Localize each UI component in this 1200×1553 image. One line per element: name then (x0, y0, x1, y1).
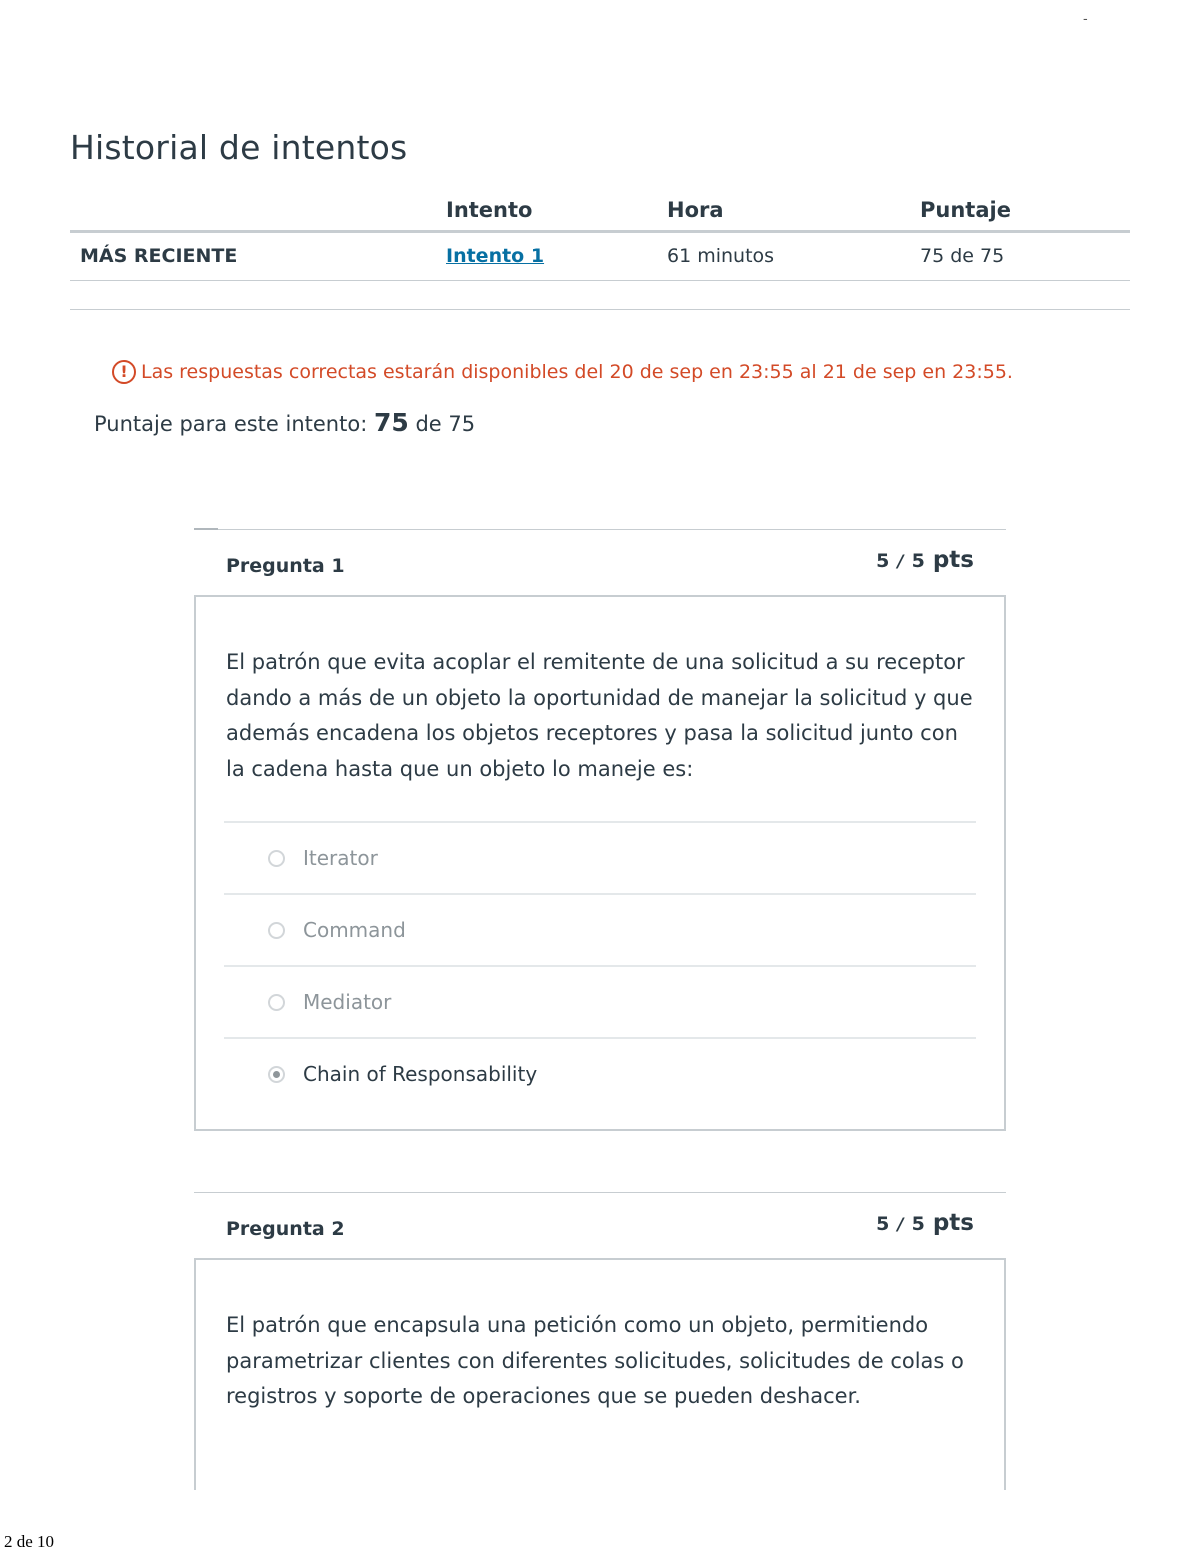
notice-text: Las respuestas correctas estarán disponibles del 20 de sep en 23:55 al 21 de sep en 23:55. (141, 361, 1013, 383)
answer-list (224, 821, 976, 1109)
attempt-history-table (70, 192, 1130, 281)
answers-availability-notice (112, 360, 1013, 384)
points-slash: / (897, 1215, 904, 1235)
question-points (876, 547, 974, 573)
section-divider (70, 309, 1130, 310)
table-header-row (70, 192, 1130, 233)
question-body (194, 595, 1006, 1131)
row-score: 75 de 75 (920, 245, 1005, 267)
attempt-score (94, 408, 475, 437)
radio-button[interactable] (268, 922, 285, 939)
question-body (194, 1258, 1006, 1490)
page-indicator: 2 de 10 (4, 1532, 55, 1551)
question-text: El patrón que encapsula una petición como un objeto, permitiendo parametrizar clientes con diferentes solicitudes, solicitudes de colas o registros y soporte de operaciones que se pueden deshacer. (226, 1313, 964, 1408)
points-possible: 5 (911, 550, 925, 572)
question-divider (194, 1192, 1006, 1193)
score-value: 75 (373, 408, 409, 437)
points-unit: pts (932, 1210, 974, 1236)
answer-label: Iterator (303, 846, 378, 870)
question-title: Pregunta 1 (226, 555, 345, 577)
points-earned: 5 (876, 550, 890, 572)
header-score: Puntaje (920, 198, 1011, 222)
radio-button[interactable] (268, 994, 285, 1011)
score-label: Puntaje para este intento: (94, 412, 368, 436)
warning-icon: ! (112, 360, 136, 384)
answer-label: Command (303, 918, 406, 942)
header-attempt: Intento (446, 198, 533, 222)
answer-option[interactable] (224, 965, 976, 1037)
answer-option[interactable] (224, 893, 976, 965)
page-title: Historial de intentos (70, 128, 408, 167)
question-divider-tick (194, 528, 218, 530)
attempt-link[interactable]: Intento 1 (446, 245, 545, 267)
question-text: El patrón que evita acoplar el remitente de una solicitud a su receptor dando a más de un objeto la oportunidad de manejar la solicitud y que además encadena los objetos receptores y pasa la solicitud junto con la cadena hasta que un objeto lo maneje es: (226, 650, 973, 781)
answer-option[interactable] (224, 821, 976, 893)
question-divider (194, 529, 1006, 530)
points-earned: 5 (876, 1213, 890, 1235)
table-row (70, 233, 1130, 281)
row-label: MÁS RECIENTE (80, 245, 238, 267)
question-title: Pregunta 2 (226, 1218, 345, 1240)
corner-mark: - (1083, 12, 1088, 27)
points-slash: / (897, 552, 904, 572)
question-points (876, 1210, 974, 1236)
score-total: de 75 (415, 412, 476, 436)
row-time: 61 minutos (667, 245, 775, 267)
radio-button[interactable] (268, 850, 285, 867)
header-time: Hora (667, 198, 724, 222)
points-unit: pts (932, 547, 974, 573)
radio-button-selected[interactable] (268, 1066, 285, 1083)
answer-option-selected[interactable] (224, 1037, 976, 1109)
answer-label: Mediator (303, 990, 392, 1014)
answer-label: Chain of Responsability (303, 1062, 538, 1086)
points-possible: 5 (911, 1213, 925, 1235)
